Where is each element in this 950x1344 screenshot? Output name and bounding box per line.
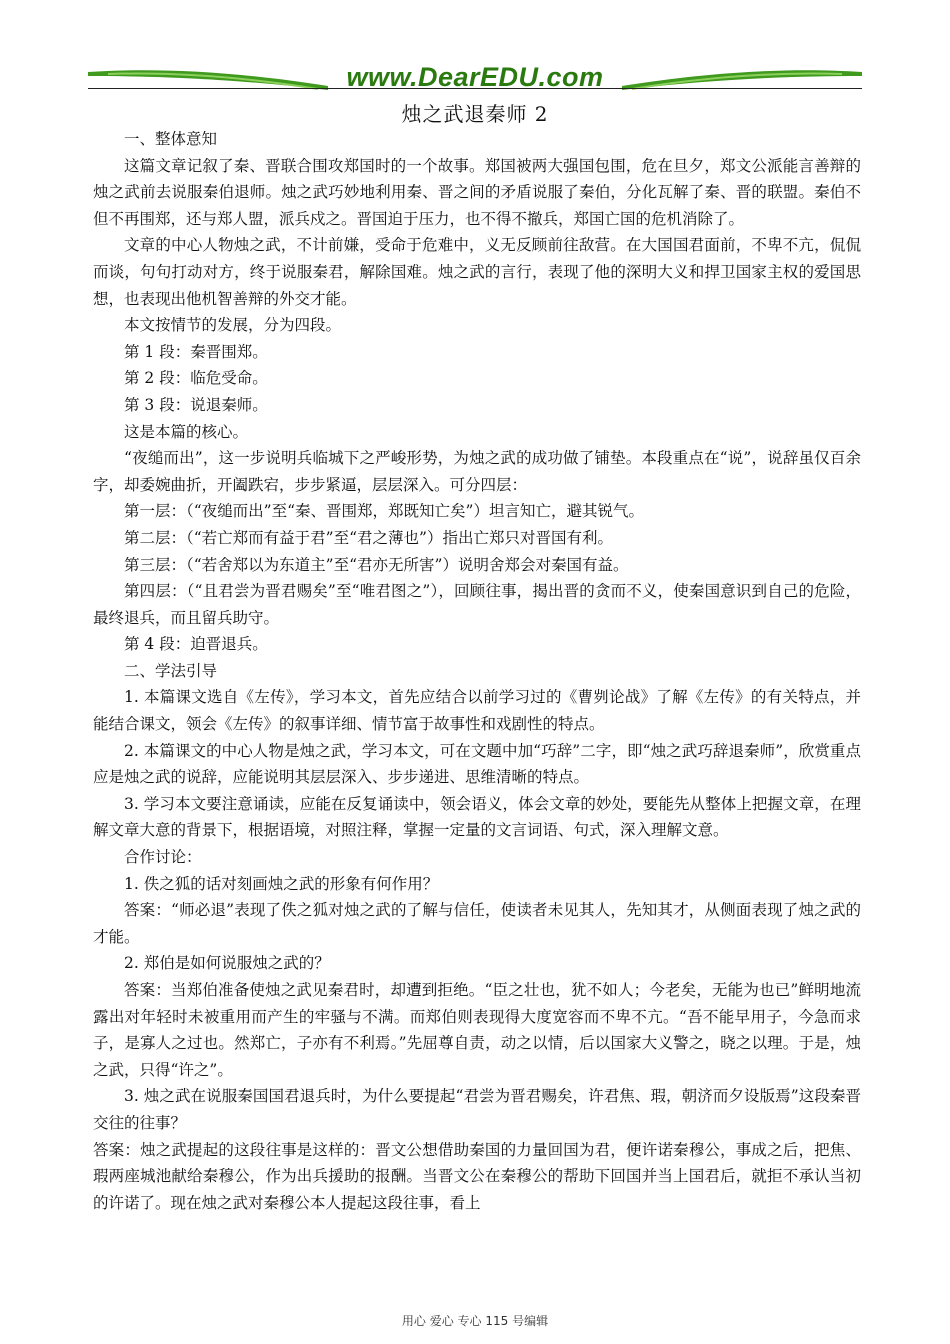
document-title: 烛之武退秦师 2	[401, 102, 549, 126]
paragraph: 第四层：（“且君尝为晋君赐矣”至“唯君图之”），回顾往事，揭出晋的贪而不义，使秦国意识到自己的危险，最终退兵，而且留兵助守。	[93, 582, 861, 627]
paragraph: 第 2 段：临危受命。	[124, 369, 268, 388]
paragraph: 第 3 段：说退秦师。	[124, 395, 268, 414]
paragraph: 合作讨论：	[124, 848, 202, 867]
paragraph: 文章的中心人物烛之武，不计前嫌，受命于危难中，义无反顾前往敌营。在大国国君面前，不卑不亢，侃侃而谈，句句打动对方，终于说服秦君，解除国难。烛之武的言行，表现了他的深明大义和捍卫国家主权的爱国思想，也表现出他机智善辩的外交才能。	[93, 236, 861, 308]
paragraph: 3. 学习本文要注意诵读，应能在反复诵读中，领会语义，体会文章的妙处，要能先从整体上把握文章，在理解文章大意的背景下，根据语境，对照注释，掌握一定量的文言词语、句式，深入理解文意。	[93, 794, 861, 840]
paragraph: 这是本篇的核心。	[124, 422, 249, 441]
paragraph: “夜缒而出”，这一步说明兵临城下之严峻形势，为烛之武的成功做了铺垫。本段重点在“说”，说辞虽仅百余字，却委婉曲折，开阖跌宕，步步紧逼，层层深入。可分四层：	[93, 449, 861, 494]
paragraph: 1. 本篇课文选自《左传》，学习本文，首先应结合以前学习过的《曹刿论战》了解《左传》的有关特点，并能结合课文，领会《左传》的叙事详细、情节富于故事性和戏剧性的特点。	[93, 688, 861, 734]
paragraph: 答案：烛之武提起的这段往事是这样的：晋文公想借助秦国的力量回国为君，便许诺秦穆公，事成之后，把焦、瑕两座城池献给秦穆公，作为出兵援助的报酬。当晋文公在秦穆公的帮助下回国并当上国君后，就拒不承认当初的许诺了。现在烛之武对秦穆公本人提起这段往事，看上	[93, 1140, 861, 1212]
paragraph: 第三层：（“若舍郑以为东道主”至“君亦无所害”）说明舍郑会对秦国有益。	[124, 555, 629, 574]
paragraph: 本文按情节的发展，分为四段。	[124, 316, 342, 335]
paragraph: 第 1 段：秦晋围郑。	[124, 342, 268, 361]
paragraph: 2. 郑伯是如何说服烛之武的？	[124, 954, 330, 973]
paragraph: 一、整体意知	[124, 130, 218, 148]
paragraph: 二、学法引导	[124, 661, 218, 680]
paragraph: 第一层：（“夜缒而出”至“秦、晋围郑，郑既知亡矣”）坦言知亡，避其锐气。	[124, 502, 644, 521]
header-divider	[88, 88, 862, 89]
paragraph: 这篇文章记叙了秦、晋联合围攻郑国时的一个故事。郑国被两大强国包围，危在旦夕，郑文公派能言善辩的烛之武前去说服秦伯退师。烛之武巧妙地利用秦、晋之间的矛盾说服了秦伯，分化瓦解了秦、晋的联盟。秦伯不但不再围郑，还与郑人盟，派兵戍之。晋国迫于压力，也不得不撤兵，郑国亡国的危机消除了。	[93, 156, 861, 228]
paragraph: 2. 本篇课文的中心人物是烛之武，学习本文，可在文题中加“巧辞”二字，即“烛之武巧辞退秦师”，欣赏重点应是烛之武的说辞，应能说明其层层深入、步步递进、思维清晰的特点。	[93, 741, 861, 787]
paragraph: 答案：当郑伯准备使烛之武见秦君时，却遭到拒绝。“臣之壮也，犹不如人；今老矣，无能为也已”鲜明地流露出对年轻时未被重用而产生的牢骚与不满。而郑伯则表现得大度宽容而不卑不亢。“吾不能早用子，今急而求子，是寡人之过也。然郑亡，子亦有不利焉。”先屈尊自责，动之以情，后以国家大义警之，晓之以理。于是，烛之武，只得“许之”。	[93, 981, 861, 1079]
document-body	[93, 126, 861, 1216]
paragraph: 3. 烛之武在说服秦国国君退兵时，为什么要提起“君尝为晋君赐矣，许君焦、瑕，朝济而夕设版焉”这段秦晋交往的往事？	[93, 1087, 861, 1132]
site-header-banner	[88, 52, 862, 102]
page-footer: 用心 爱心 专心 115 号编辑	[401, 1314, 549, 1328]
paragraph: 答案：“师必退”表现了佚之狐对烛之武的了解与信任，使读者未见其人，先知其才，从侧面表现了烛之武的才能。	[93, 901, 861, 946]
paragraph: 第二层：（“若亡郑而有益于君”至“君之薄也”）指出亡郑只对晋国有利。	[124, 528, 613, 547]
paragraph: 1. 佚之狐的话对刻画烛之武的形象有何作用？	[124, 874, 439, 893]
paragraph: 第 4 段：迫晋退兵。	[124, 635, 268, 654]
site-url: www.DearEDU.com	[346, 62, 604, 92]
